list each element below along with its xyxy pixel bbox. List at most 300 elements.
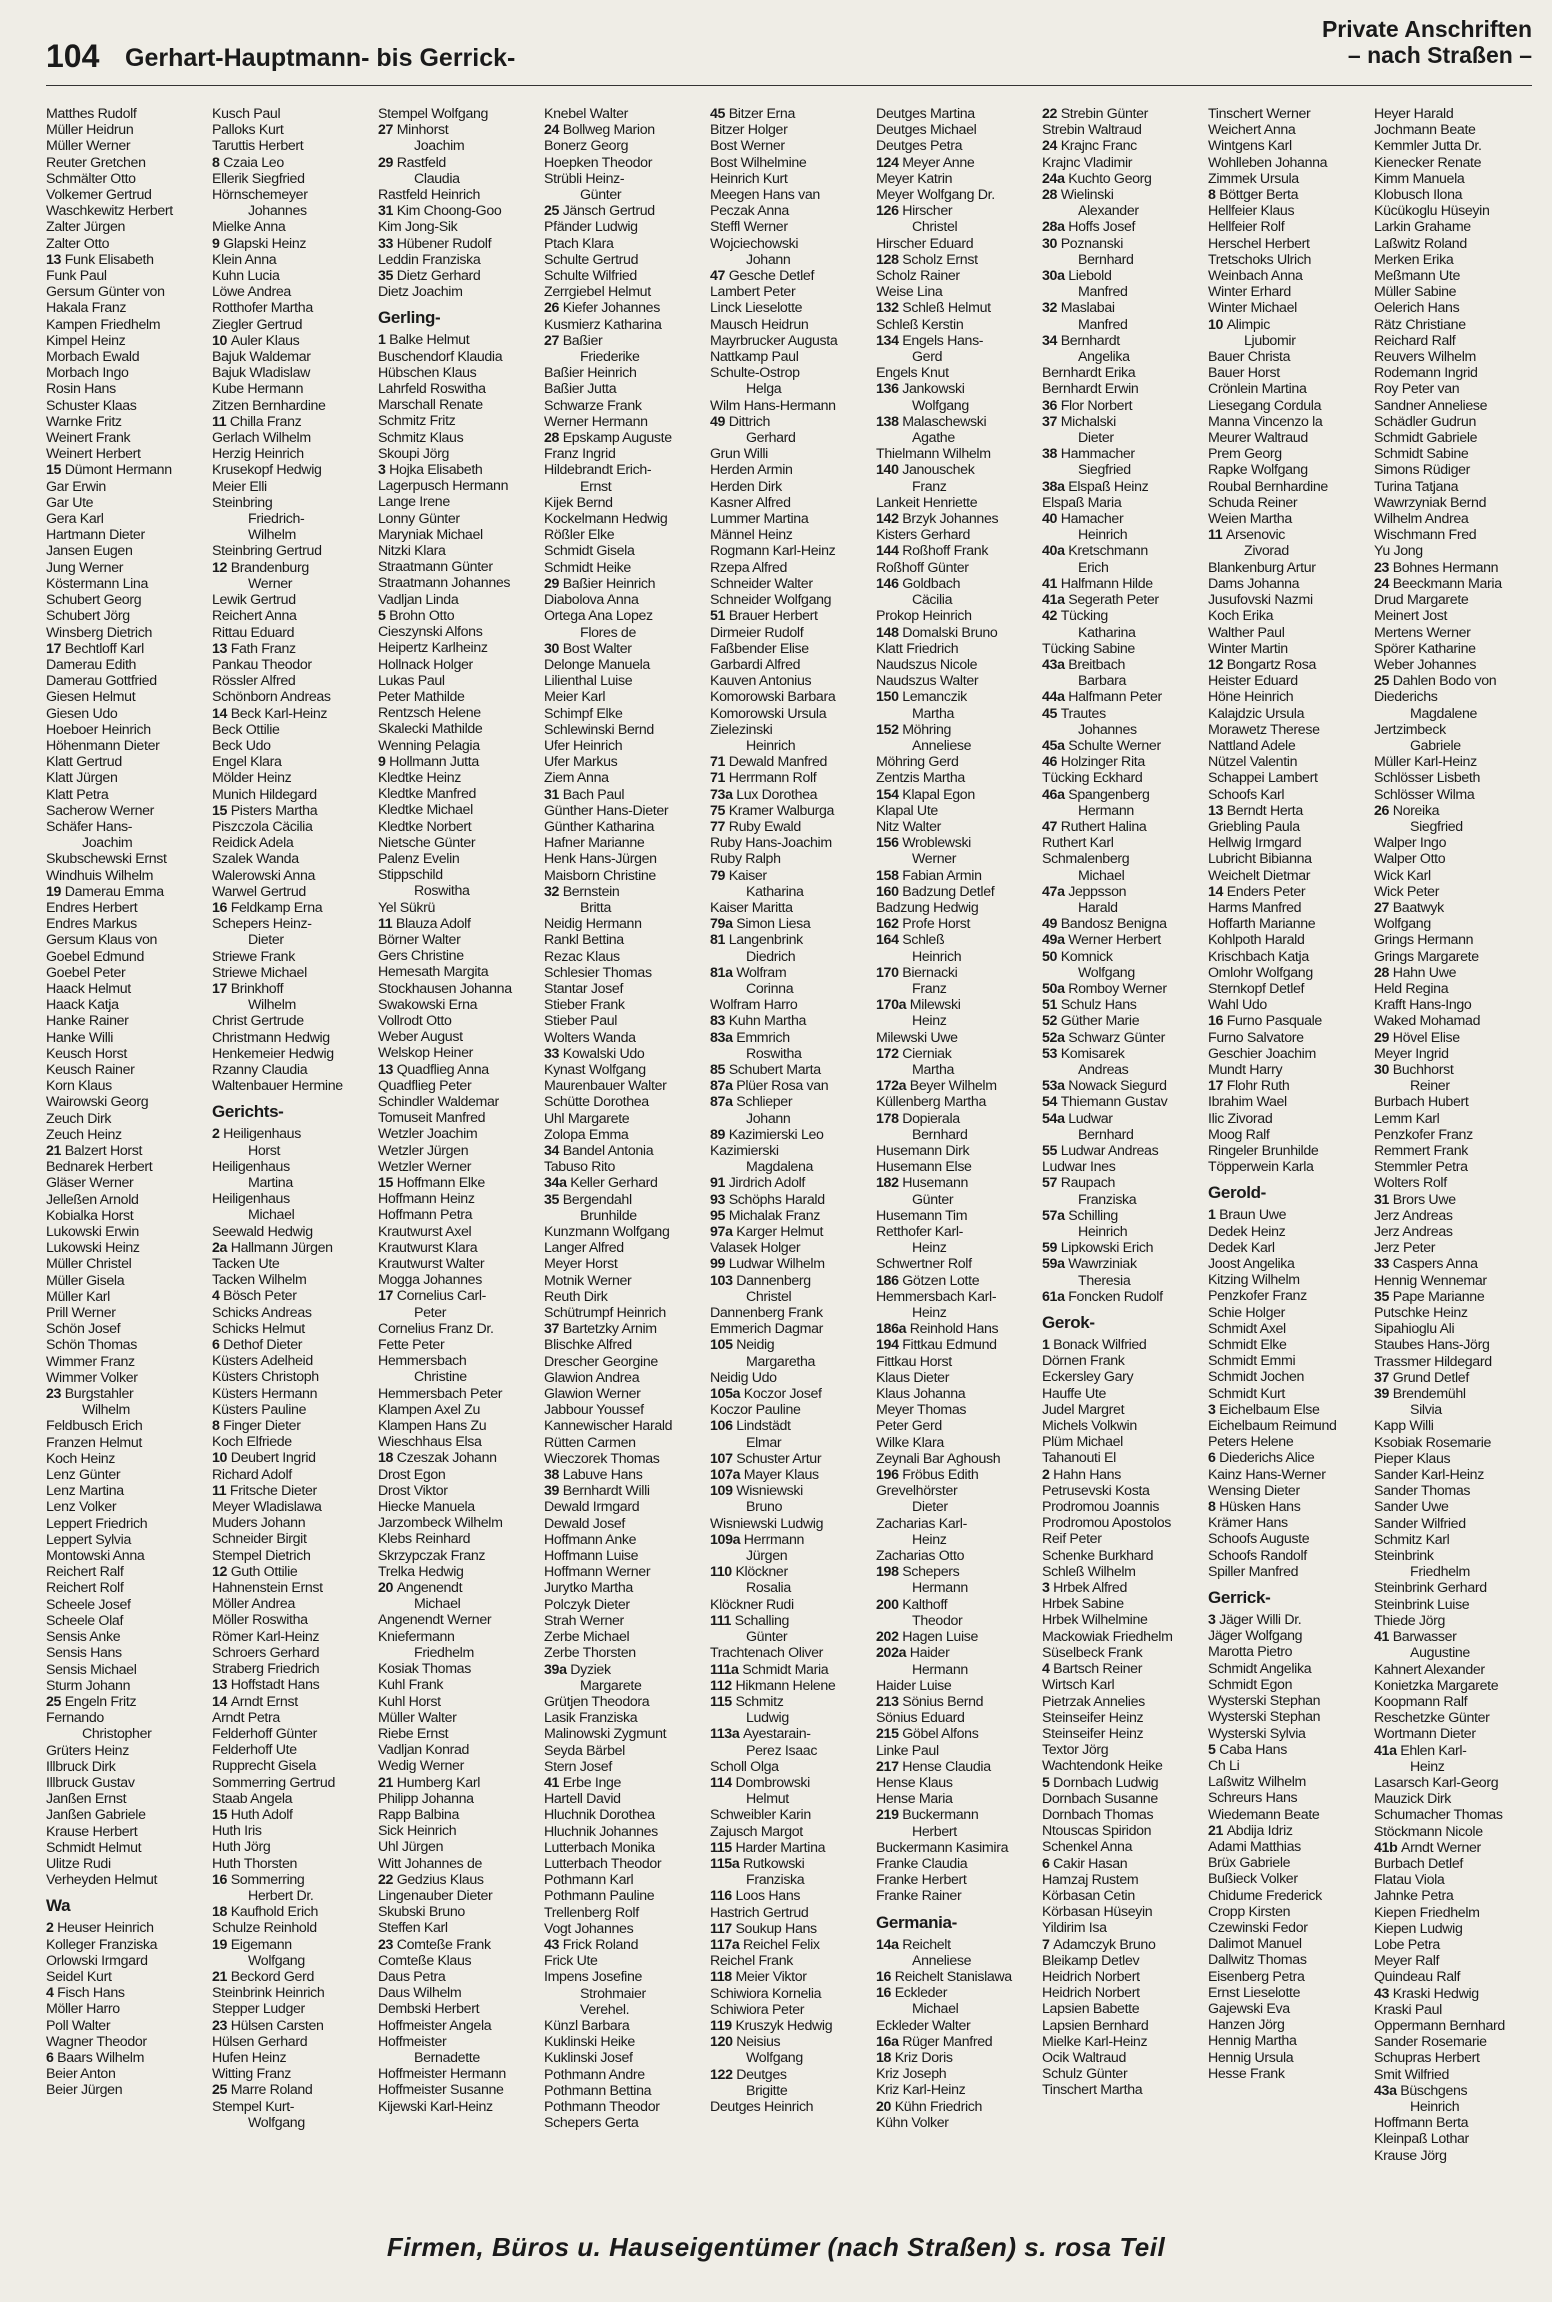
resident-entry: Kaiser Maritta (710, 899, 793, 916)
resident-entry: Peczak Anna (710, 203, 789, 220)
resident-entry: Christ Gertrude (212, 1013, 304, 1030)
house-number: 54a (1042, 1110, 1069, 1127)
resident-entry: Hollnack Holger (378, 656, 473, 673)
resident-entry: Zimmek Ursula (1208, 170, 1299, 187)
resident-entry: Klapal Ute (876, 802, 938, 819)
resident-entry-numbered: 105 Neidig (710, 1337, 775, 1354)
house-number: 43a (1042, 656, 1069, 673)
resident-entry: Rütten Carmen (544, 1434, 636, 1451)
resident-entry: Striewe Michael (212, 964, 307, 981)
resident-entry: Jahnke Petra (1374, 1888, 1454, 1905)
resident-entry-numbered: 24 Bollweg Marion (544, 122, 655, 139)
entry-continuation: Michael (414, 1596, 461, 1613)
resident-entry: Walther Paul (1208, 624, 1285, 641)
resident-entry: Furno Salvatore (1208, 1029, 1304, 1046)
house-number: 109 (710, 1483, 737, 1500)
resident-entry: Steinbrink Luise (1374, 1596, 1470, 1613)
resident-entry: Skubschewski Ernst (46, 851, 167, 868)
resident-entry-numbered: 14a Reichelt (876, 1936, 951, 1953)
resident-entry-numbered: 170 Biernacki (876, 964, 958, 981)
house-number: 1 (378, 332, 390, 349)
resident-entry-numbered: 2 Heuser Heinrich (46, 1920, 154, 1937)
resident-entry: Taruttis Herbert (212, 138, 304, 155)
resident-entry: Harms Manfred (1208, 899, 1302, 916)
resident-entry: Hafner Marianne (544, 835, 645, 852)
resident-entry: Goebel Peter (46, 964, 126, 981)
resident-entry: Wisniewski Ludwig (710, 1515, 824, 1532)
resident-entry: Huth Iris (212, 1823, 262, 1840)
street-heading: Wa (46, 1896, 71, 1916)
resident-entry-numbered: 33 Kowalski Udo (544, 1045, 645, 1062)
resident-entry-numbered: 194 Fittkau Edmund (876, 1337, 997, 1354)
house-number: 21 (212, 1968, 231, 1985)
house-number: 50a (1042, 980, 1069, 997)
resident-entry: Zerbe Thorsten (544, 1645, 636, 1662)
resident-entry: Winter Erhard (1208, 284, 1291, 301)
resident-entry: Wimmer Volker (46, 1369, 138, 1386)
resident-entry: Schmidt Heike (544, 559, 631, 576)
entry-continuation: Roswitha (414, 883, 470, 900)
resident-entry: Hrbek Wilhelmine (1042, 1612, 1148, 1629)
resident-entry-numbered: 43 Frick Roland (544, 1936, 639, 1953)
entry-continuation: Günter (580, 187, 622, 204)
resident-entry-numbered: 59a Wawrziniak (1042, 1256, 1137, 1273)
resident-entry-numbered: 11 Chilla Franz (212, 413, 302, 430)
resident-entry-numbered: 28 Epskamp Auguste (544, 430, 672, 447)
resident-entry: Möller Andrea (212, 1596, 295, 1613)
resident-entry: Kahnert Alexander (1374, 1661, 1485, 1678)
house-number: 154 (876, 786, 903, 803)
resident-entry: Rittau Eduard (212, 624, 295, 641)
resident-entry-numbered: 51 Brauer Herbert (710, 608, 818, 625)
resident-entry: Burbach Detlef (1374, 1855, 1463, 1872)
resident-entry: Crönlein Martina (1208, 381, 1307, 398)
resident-entry: Sternkopf Detlef (1208, 980, 1305, 997)
resident-entry-numbered: 9 Glapski Heinz (212, 235, 307, 252)
resident-entry: Schuda Reiner (1208, 494, 1298, 511)
resident-entry: Haack Helmut (46, 980, 131, 997)
resident-entry: Laßwitz Roland (1374, 235, 1467, 252)
resident-entry: Neidig Udo (710, 1369, 777, 1386)
house-number: 219 (876, 1807, 903, 1824)
resident-entry: Klatt Friedrich (876, 640, 959, 657)
resident-entry: Kube Hermann (212, 381, 304, 398)
resident-entry: Hübschen Klaus (378, 364, 477, 381)
house-number: 170a (876, 997, 910, 1014)
resident-entry-numbered: 46a Spangenberg (1042, 786, 1150, 803)
resident-entry: Lahrfeld Roswitha (378, 381, 486, 398)
resident-entry-numbered: 116 Loos Hans (710, 1888, 801, 1905)
house-number: 57 (1042, 1175, 1061, 1192)
resident-entry: Lenz Volker (46, 1499, 117, 1516)
resident-entry: Jäger Wolfgang (1208, 1628, 1303, 1645)
resident-entry-numbered: 50a Romboy Werner (1042, 980, 1167, 997)
house-number: 15 (212, 802, 231, 819)
resident-entry-numbered: 213 Sönius Bernd (876, 1693, 984, 1710)
resident-entry-numbered: 83a Emmrich (710, 1029, 790, 1046)
resident-entry: Töpperwein Karla (1208, 1159, 1314, 1176)
resident-entry: Hanke Rainer (46, 1013, 129, 1030)
entry-continuation: Friedrich- (248, 511, 305, 528)
resident-entry-numbered: 18 Czeszak Johann (378, 1450, 497, 1467)
resident-entry-numbered: 5 Caba Hans (1208, 1741, 1287, 1758)
entry-continuation: Wilhelm (82, 1402, 130, 1419)
house-number: 37 (544, 1321, 563, 1338)
house-number: 13 (378, 1061, 397, 1078)
resident-entry: Koczor Pauline (710, 1402, 801, 1419)
resident-entry: Rankl Bettina (544, 932, 624, 949)
entry-continuation: Verehel. (580, 2001, 630, 2018)
directory-column (1208, 106, 1370, 2226)
house-number: 3 (1208, 1612, 1220, 1629)
resident-entry: Prodromou Apostolos (1042, 1515, 1171, 1532)
resident-entry: Küsters Christoph (212, 1369, 319, 1386)
resident-entry: Schuster Klaas (46, 397, 137, 414)
entry-continuation: Theresia (1078, 1272, 1131, 1289)
directory-column (378, 106, 540, 2226)
resident-entry-numbered: 186a Reinhold Hans (876, 1321, 999, 1338)
house-number: 31 (378, 203, 397, 220)
resident-entry: Hennig Ursula (1208, 2049, 1294, 2066)
resident-entry-numbered: 29 Baßier Heinrich (544, 575, 656, 592)
resident-entry-numbered: 18 Kriz Doris (876, 2049, 953, 2066)
resident-entry: Kohlpoth Harald (1208, 932, 1305, 949)
resident-entry: Witting Franz (212, 2066, 292, 2083)
resident-entry: Ruby Hans-Joachim (710, 835, 832, 852)
house-number: 79 (710, 867, 729, 884)
resident-entry: Klatt Petra (46, 786, 109, 803)
resident-entry: Kemmler Jutta Dr. (1374, 138, 1482, 155)
resident-entry: Hoffmeister Susanne (378, 2082, 504, 2099)
house-number: 39 (1374, 1386, 1393, 1403)
resident-entry: Kriz Joseph (876, 2066, 947, 2083)
entry-continuation: Magdalena (746, 1159, 814, 1176)
footer-note: Firmen, Büros u. Hauseigentümer (nach Straßen) s. rosa Teil (386, 2232, 1166, 2262)
resident-entry: Trellenberg Rolf (544, 1904, 639, 1921)
resident-entry: Klein Anna (212, 251, 277, 268)
resident-entry: Hennig Wennemar (1374, 1272, 1487, 1289)
house-number: 107 (710, 1450, 737, 1467)
house-number: 115 (710, 1693, 736, 1710)
resident-entry: Riebe Ernst (378, 1725, 449, 1742)
house-number: 22 (378, 1871, 397, 1888)
resident-entry: Wysterski Stephan (1208, 1709, 1321, 1726)
resident-entry: Gläser Werner (46, 1175, 134, 1192)
resident-entry-numbered: 15 Huth Adolf (212, 1806, 293, 1823)
resident-entry: Yu Jong (1374, 543, 1423, 560)
resident-entry: Palloks Kurt (212, 122, 284, 139)
house-number: 44a (1042, 689, 1069, 706)
resident-entry-numbered: 10 Auler Klaus (212, 332, 300, 349)
resident-entry: Wedig Werner (378, 1758, 464, 1775)
resident-entry: Reichard Ralf (1374, 332, 1456, 349)
resident-entry: Prodromou Joannis (1042, 1499, 1160, 1516)
house-number: 10 (212, 332, 231, 349)
resident-entry-numbered: 52a Schwarz Günter (1042, 1029, 1166, 1046)
resident-entry: Roubal Bernhardine (1208, 478, 1328, 495)
resident-entry: Bost Werner (710, 138, 785, 155)
resident-entry: Oelerich Hans (1374, 300, 1460, 317)
resident-entry: Börner Walter (378, 931, 461, 948)
resident-entry: Husemann Dirk (876, 1143, 970, 1159)
resident-entry: Straatmann Johannes (378, 575, 511, 592)
house-number: 45a (1042, 737, 1069, 754)
resident-entry: Penzkofer Franz (1208, 1288, 1307, 1305)
entry-continuation: Hermann (912, 1661, 968, 1678)
house-number: 41a (1042, 592, 1069, 609)
resident-entry: Maurenbauer Walter (544, 1078, 667, 1095)
resident-entry-numbered: 117 Soukup Hans (710, 1920, 817, 1937)
resident-entry: Grütjen Theodora (544, 1693, 650, 1710)
resident-entry: Kuklinski Josef (544, 2050, 633, 2067)
resident-entry-numbered: 43a Breitbach (1042, 656, 1126, 673)
resident-entry: Kasner Alfred (710, 494, 791, 511)
resident-entry: Körbasan Cetin (1042, 1887, 1135, 1904)
resident-entry: Mayrbrucker Augusta (710, 332, 838, 349)
resident-entry: Meyer Ingrid (1374, 1045, 1449, 1062)
house-number: 3 (378, 462, 390, 479)
resident-entry-numbered: 120 Neisius (710, 2034, 781, 2051)
resident-entry: Reidick Adela (212, 835, 294, 852)
house-number: 111 (710, 1612, 735, 1629)
resident-entry: Kuhl Frank (378, 1677, 444, 1694)
resident-entry: Schneider Wolfgang (710, 592, 832, 609)
resident-entry: Franzen Helmut (46, 1434, 143, 1451)
entry-continuation: Dieter (1078, 430, 1114, 447)
section-title-line2: – nach Straßen – (1347, 42, 1532, 68)
house-number: 33 (1374, 1256, 1393, 1273)
street-heading: Gerok- (1042, 1313, 1095, 1333)
resident-entry: Emmerich Dagmar (710, 1321, 824, 1338)
header-rule (46, 85, 1532, 86)
resident-entry: Schneider Birgit (212, 1531, 307, 1548)
resident-entry-numbered: 79 Kaiser (710, 867, 767, 884)
house-number: 52 (1042, 1013, 1061, 1030)
resident-entry: Kühn Volker (876, 2114, 949, 2131)
house-number: 15 (378, 1175, 397, 1191)
resident-entry: Sacherow Werner (46, 802, 155, 819)
resident-entry: Pothmann Karl (544, 1872, 634, 1889)
resident-entry: Damerau Edith (46, 656, 137, 673)
house-number: 38 (544, 1467, 563, 1484)
resident-entry: Buschendorf Klaudia (378, 348, 503, 365)
entry-continuation: Ludwig (746, 1710, 789, 1727)
house-number: 160 (876, 883, 903, 900)
resident-entry-numbered: 115 Harder Martina (710, 1839, 826, 1856)
resident-entry: Schappei Lambert (1208, 770, 1318, 787)
resident-entry: Fittkau Horst (876, 1353, 952, 1370)
resident-entry: Schindler Waldemar (378, 1093, 499, 1110)
resident-entry: Giesen Udo (46, 705, 118, 722)
resident-entry-numbered: 124 Meyer Anne (876, 154, 975, 171)
resident-entry: Schoofs Randolf (1208, 1547, 1307, 1564)
house-number: 110 (710, 1564, 736, 1581)
resident-entry: Hoffmann Luise (544, 1548, 639, 1565)
resident-entry: Cropp Kirsten (1208, 1903, 1291, 1920)
resident-entry: Wischmann Fred (1374, 527, 1477, 544)
entry-continuation: Joachim (82, 835, 133, 852)
house-number: 117 (710, 1920, 736, 1937)
resident-entry: Polczyk Dieter (544, 1596, 630, 1613)
resident-entry-numbered: 71 Dewald Manfred (710, 754, 828, 771)
resident-entry: Turina Tatjana (1374, 478, 1459, 495)
resident-entry: Kalajdzic Ursula (1208, 705, 1305, 722)
resident-entry-numbered: 16 Reichelt Stanislawa (876, 1968, 1012, 1985)
resident-entry: Sensis Michael (46, 1661, 137, 1678)
entry-continuation: Manfred (1078, 316, 1128, 333)
house-number: 5 (1208, 1741, 1220, 1758)
resident-entry: Löwe Andrea (212, 284, 291, 301)
resident-entry: Krischbach Katja (1208, 948, 1309, 965)
resident-entry: Rogmann Karl-Heinz (710, 543, 836, 560)
house-number: 29 (378, 154, 397, 171)
resident-entry: Krusekopf Hedwig (212, 462, 322, 479)
resident-entry-numbered: 26 Noreika (1374, 802, 1440, 819)
resident-entry: Lukas Paul (378, 672, 445, 689)
resident-entry: Schwarze Frank (544, 397, 642, 414)
house-number: 152 (876, 721, 903, 738)
resident-entry: Milewski Uwe (876, 1029, 958, 1046)
entry-continuation: Elmar (746, 1434, 782, 1451)
resident-entry-numbered: 73a Lux Dorothea (710, 786, 818, 803)
resident-entry: Dörnen Frank (1042, 1353, 1125, 1370)
resident-entry: Hoffmann Petra (378, 1207, 473, 1224)
resident-entry: Drud Margarete (1374, 592, 1469, 609)
house-number: 8 (212, 1418, 224, 1435)
resident-entry-numbered: 178 Dopierala (876, 1110, 960, 1127)
entry-continuation: Martha (912, 1061, 955, 1078)
house-number: 46 (1042, 754, 1061, 771)
resident-entry-numbered: 132 Schleß Helmut (876, 300, 991, 317)
resident-entry: Oppermann Bernhard (1374, 2017, 1505, 2034)
resident-entry: Mertens Werner (1374, 624, 1471, 641)
house-number: 217 (876, 1758, 903, 1775)
entry-continuation: Dieter (912, 1499, 948, 1516)
resident-entry: Giesen Helmut (46, 689, 136, 706)
resident-entry-numbered: 24 Krajnc Franc (1042, 138, 1137, 155)
resident-entry: Jarzombeck Wilhelm (378, 1515, 503, 1532)
resident-entry: Glawion Werner (544, 1386, 641, 1403)
house-number: 97a (710, 1224, 737, 1241)
resident-entry: Jertzimbeck (1374, 721, 1446, 738)
resident-entry: Richard Adolf (212, 1466, 292, 1483)
resident-entry-numbered: 35 Bergendahl (544, 1191, 632, 1208)
resident-entry: Ulitze Rudi (46, 1855, 111, 1872)
resident-entry: Langer Alfred (544, 1240, 624, 1257)
resident-entry: Bernhardt Erwin (1042, 381, 1139, 398)
resident-entry: Morbach Ingo (46, 365, 129, 382)
house-number: 150 (876, 689, 903, 706)
resident-entry: Schön Thomas (46, 1337, 137, 1354)
resident-entry: Stieber Paul (544, 1013, 618, 1030)
resident-entry-numbered: 119 Kruszyk Hedwig (710, 2017, 833, 2034)
resident-entry: Grun Willi (710, 446, 768, 463)
resident-entry: Sensis Hans (46, 1645, 122, 1662)
house-number: 113a (710, 1726, 743, 1743)
resident-entry: Heiligenhaus (212, 1191, 290, 1208)
resident-entry: Günther Katharina (544, 818, 654, 835)
resident-entry: Wilhelm Andrea (1374, 511, 1469, 528)
resident-entry: Jabbour Youssef (544, 1402, 644, 1419)
house-number: 112 (710, 1677, 736, 1694)
resident-entry-numbered: 1 Balke Helmut (378, 332, 470, 349)
house-number: 53 (1042, 1045, 1061, 1062)
house-number: 38a (1042, 478, 1069, 495)
resident-entry: Endres Herbert (46, 899, 138, 916)
resident-entry-numbered: 138 Malaschewski (876, 413, 987, 430)
resident-entry: Kusmierz Katharina (544, 316, 662, 333)
resident-entry-numbered: 38a Elspaß Heinz (1042, 478, 1149, 495)
resident-entry: Lummer Martina (710, 511, 809, 528)
resident-entry: Ziem Anna (544, 770, 609, 787)
directory-column (876, 106, 1038, 2226)
resident-entry-numbered: 31 Bach Paul (544, 786, 625, 803)
resident-entry: Pieper Klaus (1374, 1450, 1451, 1467)
resident-entry: Kledtke Michael (378, 802, 473, 819)
resident-entry: Lingenauber Dieter (378, 1887, 493, 1904)
entry-continuation: Martina (248, 1175, 293, 1191)
house-number: 19 (46, 883, 65, 900)
resident-entry-numbered: 15 Pisters Martha (212, 802, 318, 819)
resident-entry-numbered: 23 Burgstahler (46, 1386, 134, 1403)
house-number: 120 (710, 2034, 737, 2051)
resident-entry: Prokop Heinrich (876, 608, 972, 625)
resident-entry: Schepers Heinz- (212, 916, 312, 933)
entry-continuation: Brigitte (746, 2082, 788, 2099)
house-number: 9 (212, 235, 224, 252)
resident-entry: Möller Roswitha (212, 1612, 308, 1629)
resident-entry-numbered: 24 Beeckmann Maria (1374, 575, 1502, 592)
resident-entry-numbered: 49a Werner Herbert (1042, 932, 1161, 949)
resident-entry: Husemann Else (876, 1159, 972, 1176)
resident-entry: Kampen Friedhelm (46, 316, 161, 333)
resident-entry: Rentzsch Helene (378, 705, 481, 722)
resident-entry: Schlösser Lisbeth (1374, 770, 1481, 787)
resident-entry: Schiwiora Kornelia (710, 1985, 822, 2002)
resident-entry-numbered: 32 Bernstein (544, 883, 620, 900)
entry-continuation: Ljubomir (1244, 332, 1296, 349)
resident-entry: Poll Walter (46, 2017, 111, 2034)
resident-entry-numbered: 202a Haider (876, 1645, 950, 1662)
resident-entry: Gar Erwin (46, 478, 106, 495)
resident-entry: Hesse Frank (1208, 2065, 1285, 2082)
resident-entry: Schmidt Angelika (1208, 1660, 1312, 1677)
resident-entry-numbered: 164 Schleß (876, 932, 945, 949)
resident-entry: Janßen Gabriele (46, 1807, 146, 1824)
resident-entry: Husemann Tim (876, 1207, 968, 1224)
resident-entry: Bleikamp Detlev (1042, 1952, 1140, 1969)
resident-entry: Bitzer Holger (710, 122, 788, 139)
resident-entry: Dirmeier Rudolf (710, 624, 804, 641)
resident-entry: Gersum Günter von (46, 284, 165, 301)
house-number: 40a (1042, 543, 1069, 560)
house-number: 170 (876, 964, 903, 981)
resident-entry-numbered: 12 Brandenburg (212, 559, 309, 576)
house-number: 31 (544, 786, 563, 803)
resident-entry-numbered: 107 Schuster Artur (710, 1450, 822, 1467)
resident-entry: Kockelmann Hedwig (544, 511, 668, 528)
house-number: 40 (1042, 511, 1061, 528)
house-number: 162 (876, 916, 903, 933)
resident-entry: Sipahioglu Ali (1374, 1321, 1455, 1338)
resident-entry: Beier Anton (46, 2066, 116, 2083)
entry-continuation: Michael (912, 2001, 959, 2018)
resident-entry: Damerau Gottfried (46, 673, 157, 690)
resident-entry-numbered: 27 Minhorst (378, 122, 449, 139)
resident-entry: Jansen Eugen (46, 543, 133, 560)
resident-entry: Klatt Gertrud (46, 754, 122, 771)
resident-entry: Zeuch Heinz (46, 1126, 122, 1143)
